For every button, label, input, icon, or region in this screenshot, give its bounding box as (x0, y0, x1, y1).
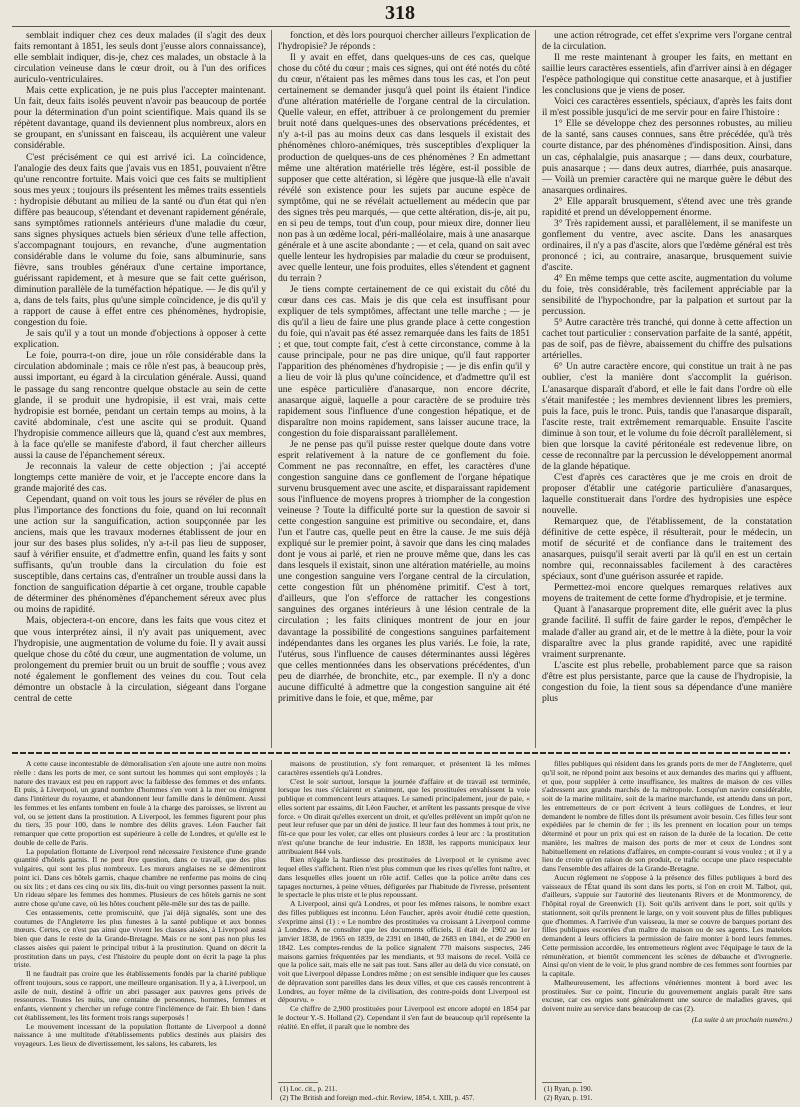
paragraph: 6° Un autre caractère encore, qui constitue un trait à ne pas oublier, c'est la manière dont s'accomplit la guérison. L'anasarque disparaît d'abord, et elle le fait dans l'ordre où elle s'était manifestée ; les membres deviennent libres les premiers, puis la face, puis le tronc. Puis, tandis que l'anasarque disparaît, l'ascite reste, trait extrêmement remarquable. Ensuite l'ascite diminue à son tour, et le volume du foie décroît parallèlement, si bien que lorsque la cavité péritonéale est redevenue libre, on cesse de reconnaître par la percussion le développement anormal de la glande hépatique. (542, 361, 792, 472)
footnote-rule (542, 1082, 582, 1083)
lower-column-1 (14, 760, 266, 1100)
paragraph: Malheureusement, les affections vénériennes montent à bord avec les prostituées. Sur ce point, l'incurie du gouvernement anglais paraît être sans excuse, car ces orgies sont généralement une source de maladies graves, qui doivent nuire au service dans beaucoup de cas (2). (542, 977, 792, 1013)
paragraph: 1° Elle se développe chez des personnes robustes, au milieu de la santé, sans causes connues, sans être précédée, qu'à très courte distance, par des phénomènes d'indisposition. Ainsi, dans un cas, céphalalgie, puis anasarque ; — dans deux, courbature, puis anasarque ; — dans deux autres, diarrhée, puis anasarque. — Voilà un premier caractère qui ne marque guère le début des anasarques ordinaires. (542, 118, 792, 196)
paragraph: Quant à l'anasarque proprement dite, elle guérit avec la plus grande facilité. Il suffit de faire garder le repos, d'empêcher le malade d'aller au grand air, et de le mettre à la diète, pour la voir disparaître avec la plus grande rapidité, avec une rapidité vraiment surprenante. (542, 604, 792, 660)
paragraph: filles publiques qui résident dans les grands ports de mer de l'Angleterre, quel qu'il soit, ne répond point aux besoins et aux demandes des marins qui y affluent, et que, pour suppléer à cette insuffisance, les maîtres de maison de ces villes s'adressent aux grands marchés de la métropole. Lorsqu'un navire considérable, soit de la marine militaire, soit de la marine marchande, est attendu dans un port, les entremetteurs de ce port écrivent à leurs collègues de Londres, et leur demandent le nombre de filles dont ils présument avoir besoin. Ces filles leur sont expédiées par le chemin de fer ; ils les prennent en location pour un temps déterminé et pour un prix qui est en raison de la durée de la location. De cette manière, les maîtres de maison des ports de mer et ceux de Londres sont habituellement en relations d'affaires, en compte-courant si vous voulez ; et il y a lieu de croire qu'en raison de son produit, ce trafic occupe une place respectable dans l'ensemble des affaires de la Grande-Bretagne. (542, 760, 792, 873)
paragraph: une action rétrograde, cet effet s'exprime vers l'organe central de la circulation. (542, 30, 792, 53)
paragraph: Le foie, pourra-t-on dire, joue un rôle considérable dans la circulation abdominale ; mais ce rôle n'est pas, à beaucoup près, aussi important, eu égard à la circulation générale. Aussi, quand le passage du sang rencontre quelque obstacle au sein de cette glande, il se produit une hydropisie, il est vrai, mais cette hydropisie est bornée, pendant un certain temps au moins, à la cavité abdominale, c'est une ascite qui se produit. Quand l'hydropisie commence ailleurs que là, quand c'est aux membres, à la face qu'elle se manifeste d'abord, il faut chercher ailleurs aussi la cause de l'épanchement séreux. (14, 350, 266, 461)
page-number: 318 (385, 2, 415, 24)
paragraph: C'est d'après ces caractères que je me crois en droit de proposer d'établir une catégorie particulière d'anasarques, laquelle constituerait dans l'ordre des hydropisies une espèce nouvelle. (542, 471, 792, 517)
column-divider (271, 760, 272, 1100)
paragraph: Rien n'égale la hardiesse des prostituées de Liverpool et le cynisme avec lequel elles s'affichent. Rien n'est plus commun que les rixes qu'elles font naître, et dans lesquelles elles jouent un rôle actif. Celles que la police arrête dans ces tapages nocturnes, à peine vêtues, défigurées par l'habitude de l'ivresse, présentent le spectacle le plus triste et le plus repoussant. (278, 855, 530, 900)
paragraph: C'est précisément ce qui est arrivé ici. La coïncidence, l'analogie des deux faits que j'avais vus en 1851, pouvaient n'être qu'une rencontre fortuite. Mais voici que ces faits se multiplient sous mes yeux ; toujours ils présentent les mêmes traits essentiels : hydropisie débutant au milieu de la santé ou d'un état qui n'en diffère pas beaucoup, s'étendant et devenant rapidement générale, sans symptômes rationnels antérieurs d'une maladie du cœur, sans signes physiques actuels bien sérieux d'une telle affection, s'accompagnant toujours, en revanche, d'une augmentation considérable dans le volume du foie, sans albuminurie, sans fièvre, sans troubles généraux d'une certaine importance, guérissant rapidement, et à mesure que se fait cette guérison, diminution parallèle de la tuméfaction hépatique. — Je dis qu'il y a, dans de tels faits, plus qu'une simple coïncidence, je dis qu'il y a rapport de cause à effet entre ces phénomènes, hydropisie, congestion du foie. (14, 151, 266, 329)
footnotes (544, 1085, 792, 1102)
column-divider (535, 760, 536, 1100)
paragraph: Je sais qu'il y a tout un monde d'objections à opposer à cette explication. (14, 328, 266, 351)
paragraph: A cette cause incontestable de démoralisation s'en ajoute une autre non moins réelle : dans les ports de mer, ce sont surtout les hommes qui sont employés ; la nature des travaux est peu en rapport avec la faiblesse des femmes et des enfants. Et puis, à Liverpool, un grand nombre d'hommes s'en vont à la mer ou émigrent dans l'intérieur du royaume, et abandonnent leur famille dans le dénûment. Aussi les femmes et les enfants tombent en foule à la charge des paroisses, se livrent au vol, ou se jettent dans la prostitution. A Liverpool, les femmes figurent pour plus du tiers, 35 pour 100, dans le nombre des délits graves. Léon Faucher fait remarquer que cette proportion est supérieure à celle de Londres, et qu'elle est le double de celle de Paris. (14, 760, 266, 847)
paragraph: Le mouvement incessant de la population flottante de Liverpool a donné naissance à une multitude d'établissements publics destinés aux plaisirs des voyageurs. Les lieux de divertissement, les salons, les cabarets, les (14, 1021, 266, 1048)
column-divider (535, 30, 536, 748)
footnote: (1) Loc. cit., p. 211. (280, 1085, 338, 1093)
paragraph: Ces entassements, cette promiscuité, que j'ai déjà signalés, sont une des coutumes de l'Angleterre les plus funestes à la santé publique et aux bonnes mœurs. Certes, ce n'est pas ainsi que vivent les classes aisées, à Liverpool aussi bien que dans le reste de la Grande-Bretagne. Mais ce ne sont pas non plus les classes aisées qui paient le principal tribut à la prostitution. Quand on décrit la prostitution dans un pays, c'est l'histoire du peuple dont on écrit la page la plus triste. (14, 907, 266, 970)
footnote-rule (278, 1082, 318, 1083)
paragraph: Ce chiffre de 2,900 prostituées pour Liverpool est encore adopté en 1854 par le docteur Y.-S. Holland (2). Cependant il s'en faut de beaucoup qu'il représente la réalité. En effet, il paraît que le nombre des (278, 1004, 530, 1031)
upper-column-2 (278, 30, 530, 750)
paragraph: Mais, objectera-t-on encore, dans les faits que vous citez et que vous interprétez ainsi, il n'y avait pas uniquement, avec l'hydropisie, une augmentation de volume du foie. Il y avait aussi quelque chose du côté du cœur, une augmentation de volume, un prolongement du premier bruit ou un bruit de souffle ; vous avez noté également le gonflement des veines du cou. Tout cela démontre un obstacle à la circulation, siégeant dans l'organe central de cette (14, 615, 266, 704)
footnote: (1) Ryan, p. 190. (544, 1085, 593, 1093)
section-separator (12, 752, 790, 754)
paragraph: L'ascite est plus rebelle, probablement parce que sa raison d'être est plus persistante, parce que la cause de l'hydropisie, la congestion du foie, la tient sous sa dépendance d'une manière plus (542, 659, 792, 704)
paragraph: 4° En même temps que cette ascite, augmentation du volume du foie, très considérable, très facilement appréciable par la sensibilité de l'hypochondre, par la palpation et surtout par la percussion. (542, 273, 792, 318)
paragraph: Je tiens compte certainement de ce qui existait du côté du cœur dans ces cas. Mais je dis que cela est insuffisant pour expliquer de tels symptômes, affectant une telle marche ; — je dis qu'il a lieu de faire une plus grande place à cette congestion du foie, qui n'avait pas été assez remarquée dans les faits de 1851 ; et que, tout compte fait, c'est à cette circonstance, comme à la cause principale, pour ne pas dire unique, qu'il faut rapporter l'apparition des phénomènes d'hydropisie ; — je dis enfin qu'il y a lieu de voir là plus qu'une coïncidence, et d'admettre qu'il est une espèce particulière d'anasarque, non encore décrite, anasarque aiguë, laquelle a pour caractère de se produire très rapidement sous l'influence d'une congestion hépatique, et de disparaître non moins rapidement, sans laisser aucune trace, la congestion du foie disparaissant parallèlement. (278, 284, 530, 439)
paragraph: Cependant, quand on voit tous les jours se révéler de plus en plus l'importance des fonctions du foie, quand on lui reconnaît une action sur la sanguification, action soupçonnée par les anciens, mais que les travaux modernes établissent de jour en jour sur des bases plus solides, n'y a-t-il pas lieu de supposer, sauf à vérifier ensuite, et d'admettre enfin, quand les faits y sont suffisants, qu'un trouble dans la circulation du foie est susceptible, dans certains cas, d'entraîner un trouble aussi dans la fonction de sanguification départie à cet organe, trouble capable de déterminer des phénomènes d'épanchement séreux avec plus ou moins de rapidité. (14, 493, 266, 616)
paragraph: La population flottante de Liverpool rend nécessaire l'existence d'une grande quantité d'hôtels garnis. Il ne peut être question, dans ce travail, que des plus vulgaires, qui sont les plus nombreux. Les mœurs anglaises ne se démentiront point ici. Dans ces hôtels garnis, chaque chambre ne renferme pas moins de cinq ou six lits ; et dans ces cinq ou six lits, dix-huit ou vingt personnes passent la nuit. Un rideau sépare les femmes des hommes. Plusieurs de ces hôtels garnis ne sont autre chose qu'une cave, où les hôtes couchent pêle-mêle sur des tas de paille. (14, 846, 266, 908)
upper-column-3 (542, 30, 792, 750)
paragraph: Il me reste maintenant à grouper les faits, en mettant en saillie leurs caractères essentiels, afin d'arriver ainsi à en dégager l'espèce pathologique qui constitue cette anasarque, et à justifier les conclusions que je viens de poser. (542, 52, 792, 97)
paragraph: Il y avait en effet, dans quelques-uns de ces cas, quelque chose du côté du cœur ; mais ces signes, qui ont été notés du côté du cœur, n'étaient pas les mêmes dans tous les cas, et l'on peut certainement se demander jusqu'à quel point ils étaient l'indice d'une altération matérielle de l'organe central de la circulation. Quelle valeur, en effet, attribuer à ce prolongement du premier bruit noté dans quelques-unes des observations précédentes, et n'y a-t-il pas au moins deux cas dans lesquels il existait des phénomènes chloro-anémiques, très susceptibles d'expliquer la production de quelques-uns de ces phénomènes ? En admettant même une altération matérielle très légère, est-il possible de supposer que cette altération, si légère que jusque-là elle n'avait révélé son existence pour les sujets par aucune espèce de symptôme, qui ne se révélait actuellement au médecin que par des signes très peu marqués, — que cette altération, dis-je, ait pu, en si peu de temps, tout d'un coup, pour mieux dire, donner lieu non pas à un œdème local, péri-malléolaire, mais à une anasarque générale et à une ascite abondante ; — et cela, quand on sait avec quelle lenteur les hydropisies par maladie du cœur se produisent, avec quelle lenteur, une fois produites, elles s'étendent et gagnent du terrain ? (278, 52, 530, 285)
footnote: (2) Ryan, p. 191. (544, 1093, 593, 1102)
paragraph: 5° Autre caractère très tranché, qui donne à cette affection un cachet tout particulier : conservation parfaite de la santé, appétit, pas de soif, pas de fièvre, abaissement du chiffre des pulsations artérielles. (542, 317, 792, 362)
paragraph: C'est le soir surtout, lorsque la journée d'affaire et de travail est terminée, lorsque les rues s'éclairent et s'animent, que les prostituées envahissent la voie publique et commencent leurs attaques. Le samedi principalement, jour de paie, « elles sortent par essaims, dit Léon Faucher, et arrêtent les passants presque de vive force. » On dirait qu'elles exercent un droit, et qu'elles prélèvent un impôt qu'on ne peut leur refuser que par un déni de justice. Il leur faut des hommes à tout prix, ne fût-ce que pour les voler, car elles ont plusieurs cordes à leur arc : la prostitution n'est qu'une branche de leur industrie. En 1838, les rapports municipaux leur attribuaient 844 vols. (278, 776, 530, 856)
column-divider (271, 30, 272, 748)
header-rule (12, 26, 790, 27)
paragraph: fonction, et dès lors pourquoi chercher ailleurs l'explication de l'hydropisie? Je réponds : (278, 30, 530, 53)
continued-note: (La suite à un prochain numéro.) (691, 1014, 792, 1024)
paragraph: Aucun règlement ne s'oppose à la présence des filles publiques à bord des vaisseaux de l'État quand ils sont dans les ports, si l'on en croit M. Talbot, qui, d'ailleurs, s'appuie sur l'autorité des lieutenants Rivers et de Montmorency, de l'hôpital royal de Greenwich (1). Soit qu'ils arrivent dans le port, soit qu'ils y stationnent, soit qu'ils prennent le large, on y voit souvent plus de filles publiques que d'hommes. A l'arrivée d'un vaisseau, la mer se couvre de barques portant des filles publiques escortées d'un maître de maison ou de ses agents. Les matelots demandent à leurs officiers la permission de faire monter à bord leurs femmes. Cette permission accordée, les entremetteurs règlent avec l'équipage le taux de la rémunération, et bientôt commencent les scènes de débauche et d'ivrognerie. Ainsi qu'on vient de le voir, le plus grand nombre de ces femmes sont fournies par la capitale. (542, 872, 792, 978)
paragraph: 3° Très rapidement aussi, et parallèlement, il se manifeste un gonflement du ventre, avec ascite. Dans les anasarques ordinaires, il n'y a pas d'ascite, alors que l'œdème général est très prononcé ; ici, au contraire, anasarque, brusquement suivie d'ascite. (542, 217, 792, 273)
paragraph: 2° Elle apparaît brusquement, s'étend avec une très grande rapidité et prend un développement énorme. (542, 195, 792, 218)
lower-column-2 (278, 760, 530, 1078)
paragraph: Permettez-moi encore quelques remarques relatives aux moyens de traitement de cette forme d'hydropisie, et je termine. (542, 582, 792, 605)
lower-column-3 (542, 760, 792, 1078)
upper-column-1 (14, 30, 266, 750)
paragraph: maisons de prostitution, s'y font remarquer, et présentent là les mêmes caractères essentiels qu'à Londres. (278, 760, 530, 777)
paragraph: Mais cette explication, je ne puis plus l'accepter maintenant. Un fait, deux faits isolés peuvent n'avoir pas beaucoup de portée pour la détermination d'un point scientifique. Mais quand ils se répètent davantage, quand ils deviennent plus nombreux, alors en se groupant, en s'unissant en faisceau, ils acquièrent une valeur considérable. (14, 85, 266, 152)
footnotes (280, 1085, 530, 1102)
paragraph: A Liverpool, ainsi qu'à Londres, et pour les mêmes raisons, le nombre exact des filles publiques est inconnu. Léon Faucher, après avoir étudié cette question, s'exprime ainsi (1) : « Le nombre des prostituées va croissant à Liverpool comme à Londres. A ne consulter que les documents officiels, il était de 1902 au 1er janvier 1838, de 1965 en 1839, de 2391 en 1840, de 2683 en 1841, et de 2900 en 1842. Les comptes-rendus de la police signalent 770 maisons suspectes, 246 maisons garnies fréquentées par les mendiants, et 93 maisons de recel. Voilà ce que la police sait, mais elle ne sait pas tout. Sans aller au delà du vice constaté, on voit que Liverpool dépasse Londres même ; on est sensible indiquer que les causes de dépravation sont pareilles dans les deux villes, et que ces causés rencontrent à Londres, au foyer même de la civilisation, des contre-poids dont Liverpool est dépourvu. » (278, 899, 530, 1005)
paragraph: Je reconnais la valeur de cette objection ; j'ai accepté longtemps cette manière de voir, et je l'accepte encore dans la grande majorité des cas. (14, 460, 266, 494)
paragraph: Je ne pense pas qu'il puisse rester quelque doute dans votre esprit relativement à la nature de ce gonflement du foie. Comment ne pas reconnaître, en effet, les caractères d'une congestion sanguine dans ce gonflement de l'organe hépatique survenu brusquement avec une ascite, et disparaissant rapidement sous l'influence de moyens propres à triompher de la congestion veineuse ? Toute la difficulté porte sur la question de savoir si cette congestion sanguine est primitive ou secondaire, et, dans l'un et l'autre cas, quelle peut en être la cause. Je me suis déjà expliqué sur le premier point, à savoir que dans les cinq malades dont je vous ai parlé, et rien ne prouve même que, dans les cas dans lesquels il existait, sinon une altération matérielle, au moins une congestion sanguine vers l'organe central de la circulation, cette congestion fût un phénomène primitif. C'est à tort, d'ailleurs, que l'on s'efforce de rattacher les congestions sanguines des organes intérieurs à une lésion centrale de la circulation ; les faits cliniques montrent de jour en jour davantage la possibilité de congestions sanguines parfaitement indépendantes dans les organes les plus variés. Le foie, la rate, l'utérus, sous l'influence de causes déterminantes aussi légères que celles mentionnées dans les observations précédentes, d'un peu de diarrhée, de bronchite, etc., par exemple. Il n'y a donc aucune difficulté à admettre que la congestion sanguine ait été primitive dans le foie, et que, même, par (278, 438, 530, 704)
paragraph: Il ne faudrait pas croire que les établissements fondés par la charité publique offrent toujours, sous ce rapport, une meilleure organisation. Il y a, à Liverpool, un asile de nuit, destiné à offrir un abri passager aux pauvres gens privés de ressources. Toutes les nuits, une centaine de personnes, hommes, femmes et enfants, viennent y chercher un refuge contre l'inclémence de l'air. Eh bien ! dans cet établissement, les lits forment trois rangs superposés ! (14, 969, 266, 1022)
footnote: (2) The British and foreign med.-chir. Review, 1854, t. XIII, p. 457. (280, 1093, 475, 1102)
paragraph: semblait indiquer chez ces deux malades (il s'agit des deux faits remontant à 1851, les seuls dont j'eusse alors connaissance), elle semblait indiquer, dis-je, chez ces malades, un obstacle à la circulation veineuse dans le cœur droit, ou à l'un des orifices auriculo-ventriculaires. (14, 30, 266, 86)
paragraph: Voici ces caractères essentiels, spéciaux, d'après les faits dont il m'est possible jusqu'ici de me servir pour en faire l'histoire : (542, 96, 792, 119)
paragraph: Remarquez que, de l'établissement, de la constatation définitive de cette espèce, il résulterait, pour le médecin, un motif de sécurité et de confiance dans le traitement des anasarques, puisqu'il serait averti par là qu'il en est un certain nombre qui, reconnaissables facilement à des caractères spéciaux, sont d'une guérison assurée et rapide. (542, 516, 792, 583)
